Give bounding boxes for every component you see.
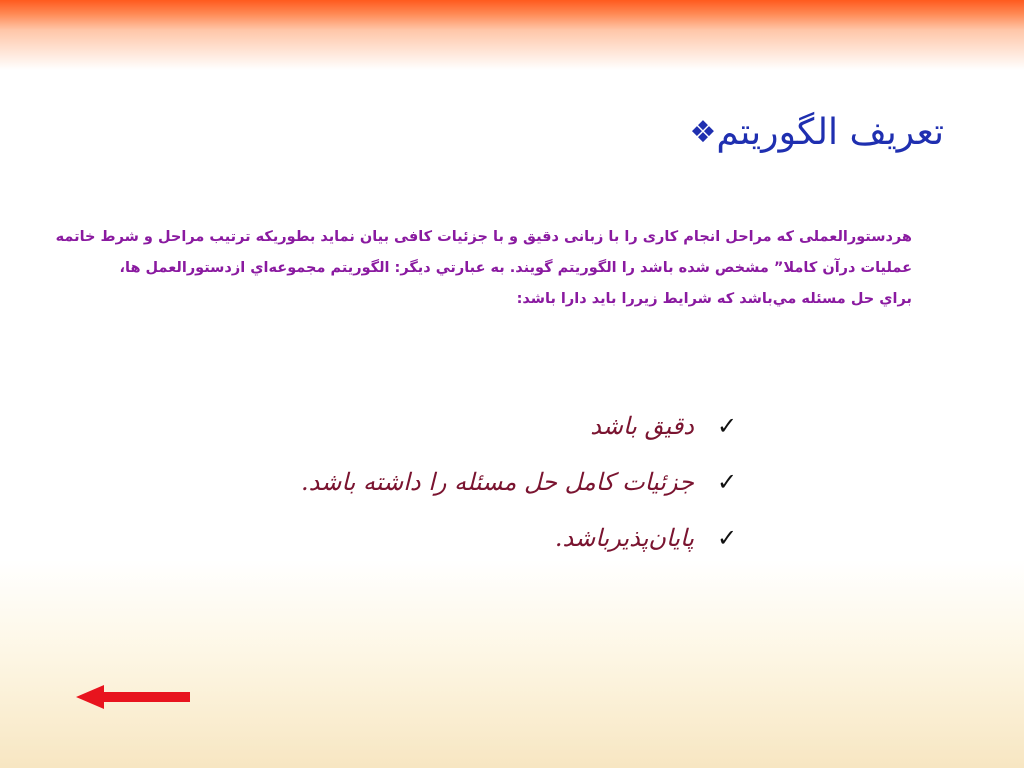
list-item-text: جزئيات کامل حل مسئله را داشته باشد. <box>301 468 694 496</box>
list-item <box>301 454 738 510</box>
list-item <box>301 398 738 454</box>
slide-title <box>683 112 944 153</box>
checkmark-icon: ✓ <box>716 524 738 552</box>
list-item-text: دقيق باشد <box>590 412 694 440</box>
checkmark-icon: ✓ <box>716 412 738 440</box>
list-item-text: پايان‌پذيرباشد. <box>554 524 694 552</box>
paragraph-line: براي حل مسئله مي‌باشد که شرايط زيررا بايد دارا باشد: <box>516 291 912 307</box>
list-item <box>301 510 738 566</box>
arrow-head <box>76 685 104 709</box>
definition-paragraph <box>12 222 912 315</box>
left-arrow-icon[interactable] <box>76 682 190 712</box>
paragraph-line: عمليات درآن کاملا” مشخص شده باشد را الگوريتم گويند. به عبارتي ديگر: الگوريتم مجموعه‌اي ازدستورالعمل ها، <box>119 260 912 276</box>
conditions-list <box>301 398 738 566</box>
arrow-shaft <box>100 692 190 702</box>
paragraph-line: هردستورالعملی که مراحل انجام کاری را با زبانی دقيق و با جزئيات کافی بيان نمايد بطوريکه ترتيب مراحل و شرط خاتمه <box>55 229 912 245</box>
title-text: تعريف الگوريتم <box>716 112 944 153</box>
diamond-bullet-icon: ❖ <box>689 114 717 150</box>
checkmark-icon: ✓ <box>716 468 738 496</box>
